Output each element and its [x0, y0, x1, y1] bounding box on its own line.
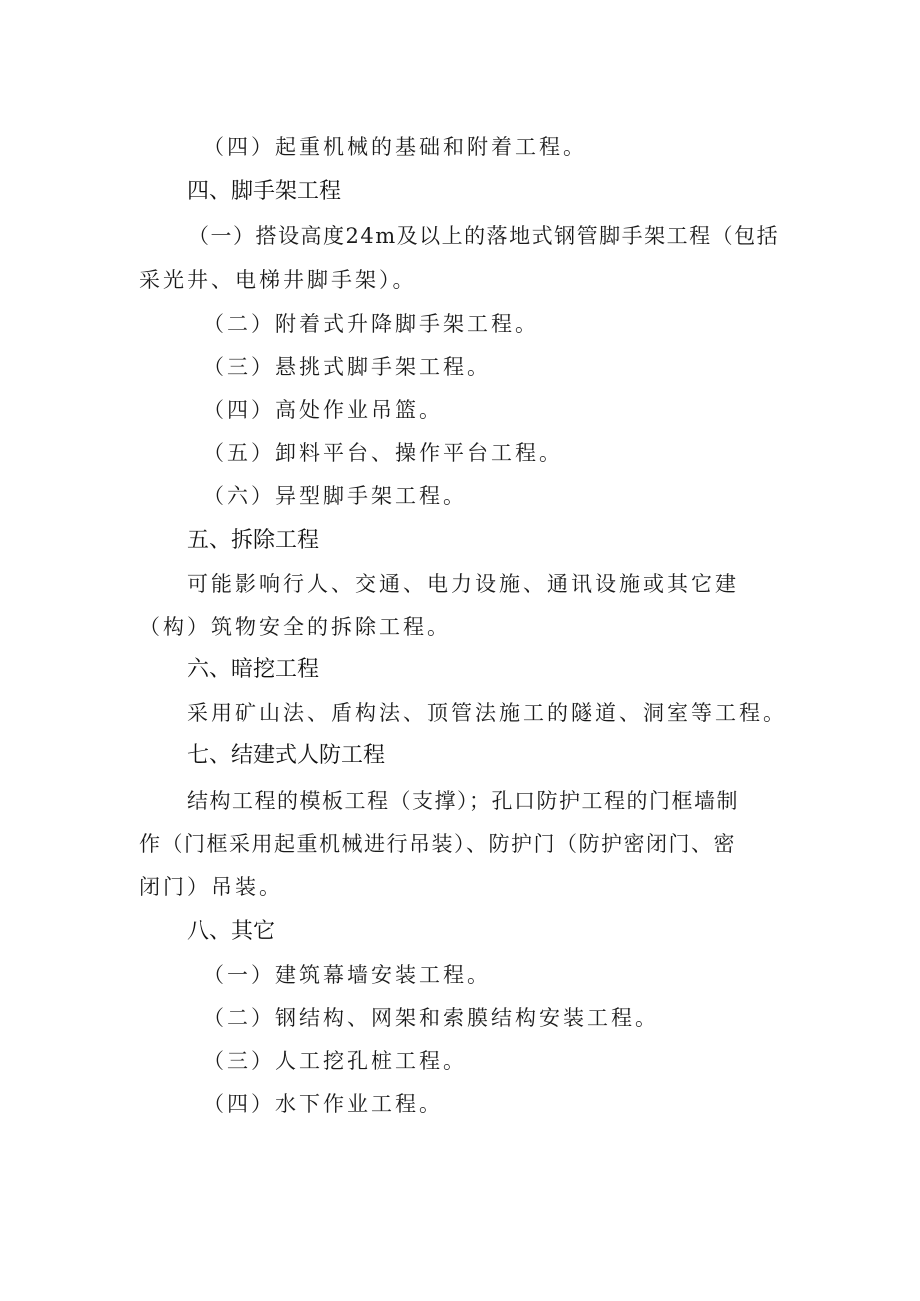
- section8-item2: （二）钢结构、网架和索膜结构安装工程。: [203, 1006, 659, 1030]
- section5-text-line1: 可能影响行人、交通、电力设施、通讯设施或其它建: [187, 572, 739, 596]
- section8-item1: （一）建筑幕墙安装工程。: [203, 963, 491, 987]
- section5-heading: 五、拆除工程: [187, 528, 320, 553]
- section4-item1-line2: 采光井、电梯井脚手架）。: [139, 268, 417, 292]
- section4-item4: （四）高处作业吊篮。: [203, 398, 443, 422]
- section4-item5: （五）卸料平台、操作平台工程。: [203, 441, 563, 465]
- section3-item4: （四）起重机械的基础和附着工程。: [203, 135, 587, 159]
- section4-item3: （三）悬挑式脚手架工程。: [203, 355, 491, 379]
- section8-item4: （四）水下作业工程。: [203, 1092, 443, 1116]
- section7-text-line1: 结构工程的模板工程（支撑）；孔口防护工程的门框墙制: [187, 789, 739, 813]
- section4-heading: 四、脚手架工程: [187, 179, 342, 204]
- section6-text: 采用矿山法、盾构法、顶管法施工的隧道、洞室等工程。: [187, 701, 787, 725]
- section7-text-line2: 作（门框采用起重机械进行吊装）、防护门（防护密闭门、密: [139, 832, 736, 856]
- section5-text-line2: （构）筑物安全的拆除工程。: [139, 615, 451, 639]
- section8-heading: 八、其它: [187, 919, 276, 944]
- section6-heading: 六、暗挖工程: [187, 657, 320, 682]
- section4-item6: （六）异型脚手架工程。: [203, 484, 467, 508]
- section8-item3: （三）人工挖孔桩工程。: [203, 1049, 467, 1073]
- section4-item1-line1: （一）搭设高度24m及以上的落地式钢管脚手架工程（包括: [188, 224, 780, 248]
- section4-item2: （二）附着式升降脚手架工程。: [203, 312, 539, 336]
- section7-heading: 七、结建式人防工程: [187, 743, 386, 768]
- section7-text-line3: 闭门）吊装。: [139, 875, 283, 899]
